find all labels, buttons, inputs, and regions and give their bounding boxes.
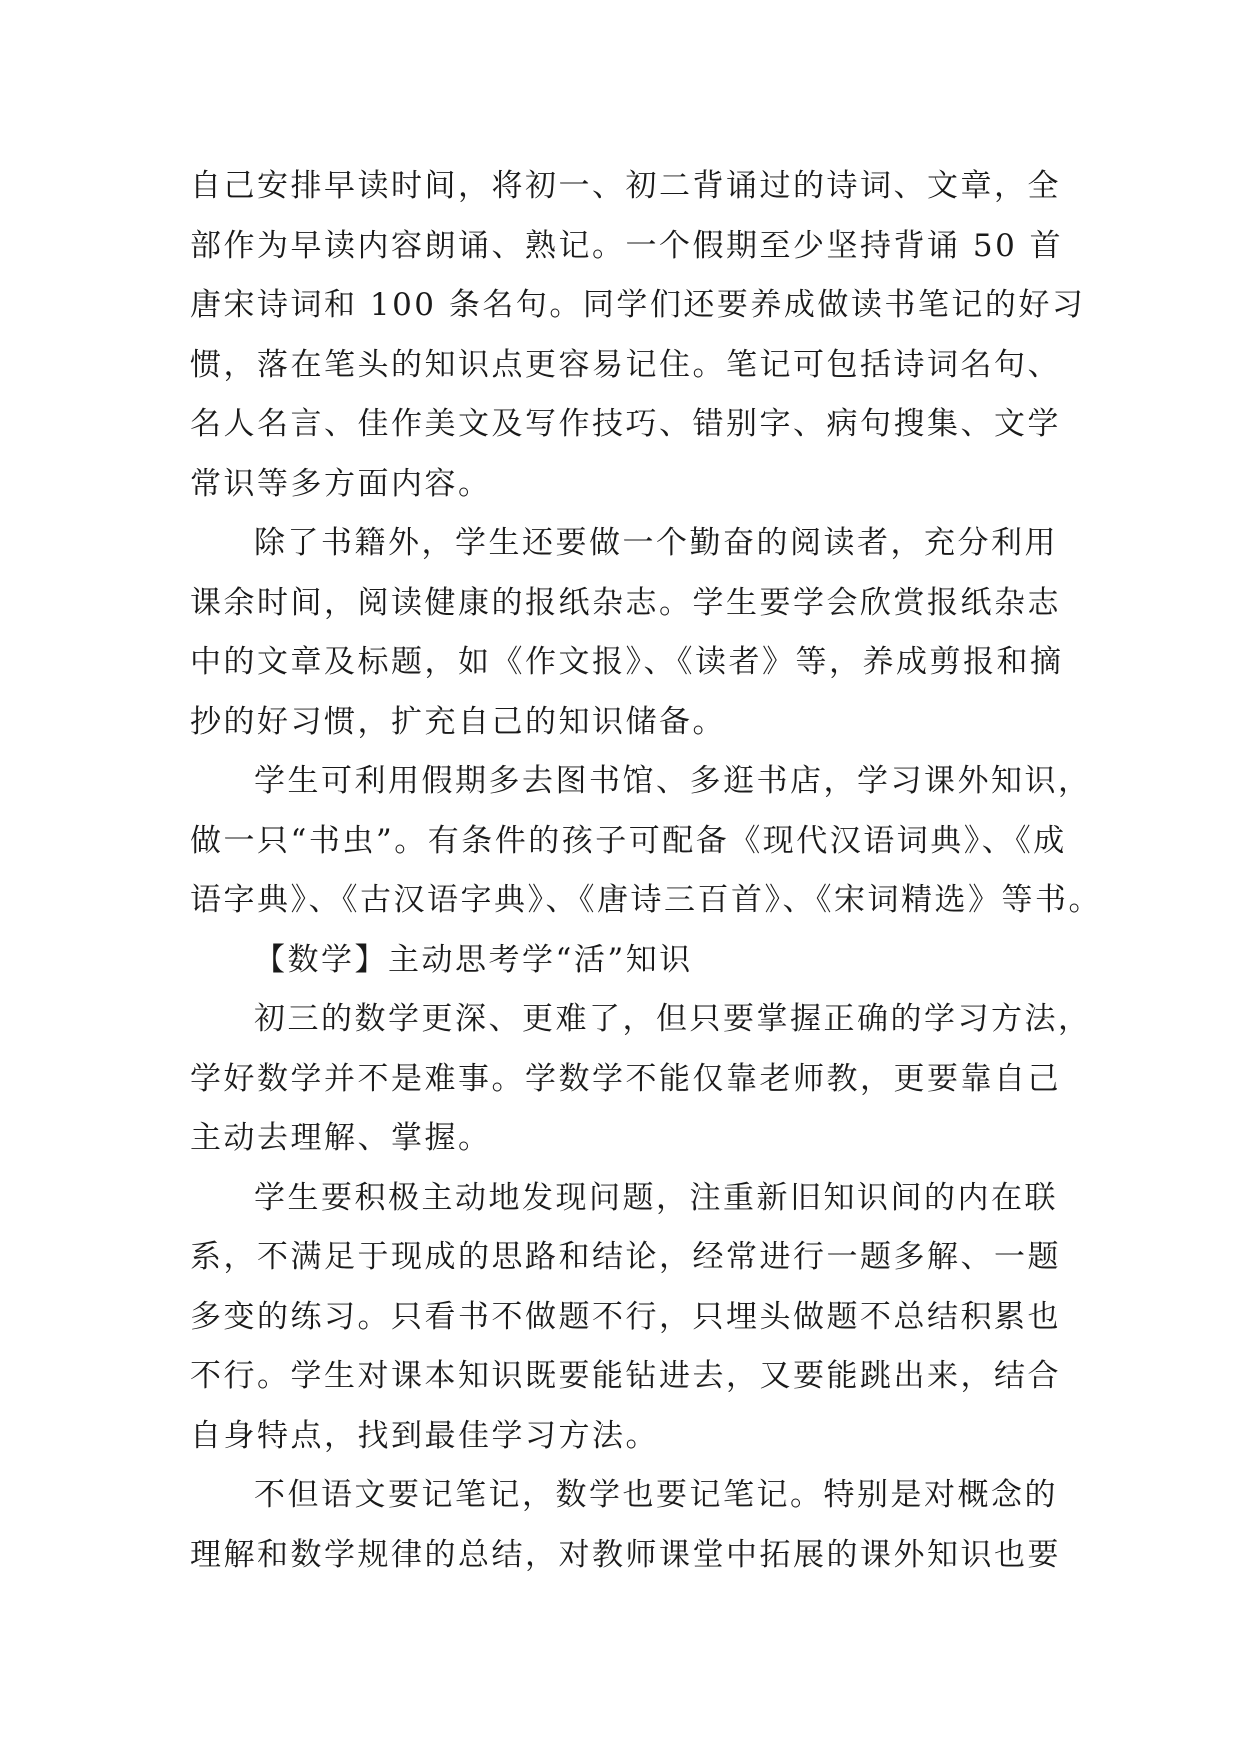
text-line: 不行。学生对课本知识既要能钻进去，又要能跳出来，结合 xyxy=(190,1358,1061,1394)
text-line: 语字典》、《古汉语字典》、《唐诗三百首》、《宋词精选》等书。 xyxy=(190,882,1102,918)
paragraph-start-line: 学生要积极主动地发现问题，注重新旧知识间的内在联 xyxy=(254,1179,1058,1216)
text-line: 系，不满足于现成的思路和结论，经常进行一题多解、一题 xyxy=(190,1239,1061,1275)
document-body xyxy=(190,157,1102,1585)
text-line: 部作为早读内容朗诵、熟记。一个假期至少坚持背诵 50 首 xyxy=(190,227,1064,264)
text-line: 主动去理解、掌握。 xyxy=(190,1120,492,1156)
text-line: 名人名言、佳作美文及写作技巧、错别字、病句搜集、文学 xyxy=(190,406,1061,442)
paragraph-start-line: 不但语文要记笔记，数学也要记笔记。特别是对概念的 xyxy=(254,1477,1058,1513)
text-line: 唐宋诗词和 100 条名句。同学们还要养成做读书笔记的好习 xyxy=(190,287,1086,323)
text-line: 惯，落在笔头的知识点更容易记住。笔记可包括诗词名句、 xyxy=(190,346,1061,383)
text-line: 抄的好习惯，扩充自己的知识储备。 xyxy=(190,703,726,740)
paragraph-start-line: 学生可利用假期多去图书馆、多逛书店，学习课外知识， xyxy=(254,763,1092,799)
paragraph-start-line: 初三的数学更深、更难了，但只要掌握正确的学习方法， xyxy=(254,1001,1092,1037)
text-line: 中的文章及标题，如《作文报》、《读者》等，养成剪报和摘 xyxy=(190,644,1064,680)
text-line: 课余时间，阅读健康的报纸杂志。学生要学会欣赏报纸杂志 xyxy=(190,584,1061,621)
text-line: 做一只“书虫”。有条件的孩子可配备《现代汉语词典》、《成 xyxy=(190,822,1067,859)
paragraph-start-line: 除了书籍外，学生还要做一个勤奋的阅读者，充分利用 xyxy=(254,525,1058,561)
text-line: 多变的练习。只看书不做题不行，只埋头做题不总结积累也 xyxy=(190,1298,1061,1335)
text-line: 常识等多方面内容。 xyxy=(190,465,492,502)
text-line: 学好数学并不是难事。学数学不能仅靠老师教，更要靠自己 xyxy=(190,1060,1061,1097)
text-line: 自己安排早读时间，将初一、初二背诵过的诗词、文章，全 xyxy=(190,168,1061,204)
text-line: 理解和数学规律的总结，对教师课堂中拓展的课外知识也要 xyxy=(190,1536,1061,1573)
text-line: 自身特点，找到最佳学习方法。 xyxy=(190,1417,659,1454)
section-heading: 【数学】主动思考学“活”知识 xyxy=(254,941,693,978)
